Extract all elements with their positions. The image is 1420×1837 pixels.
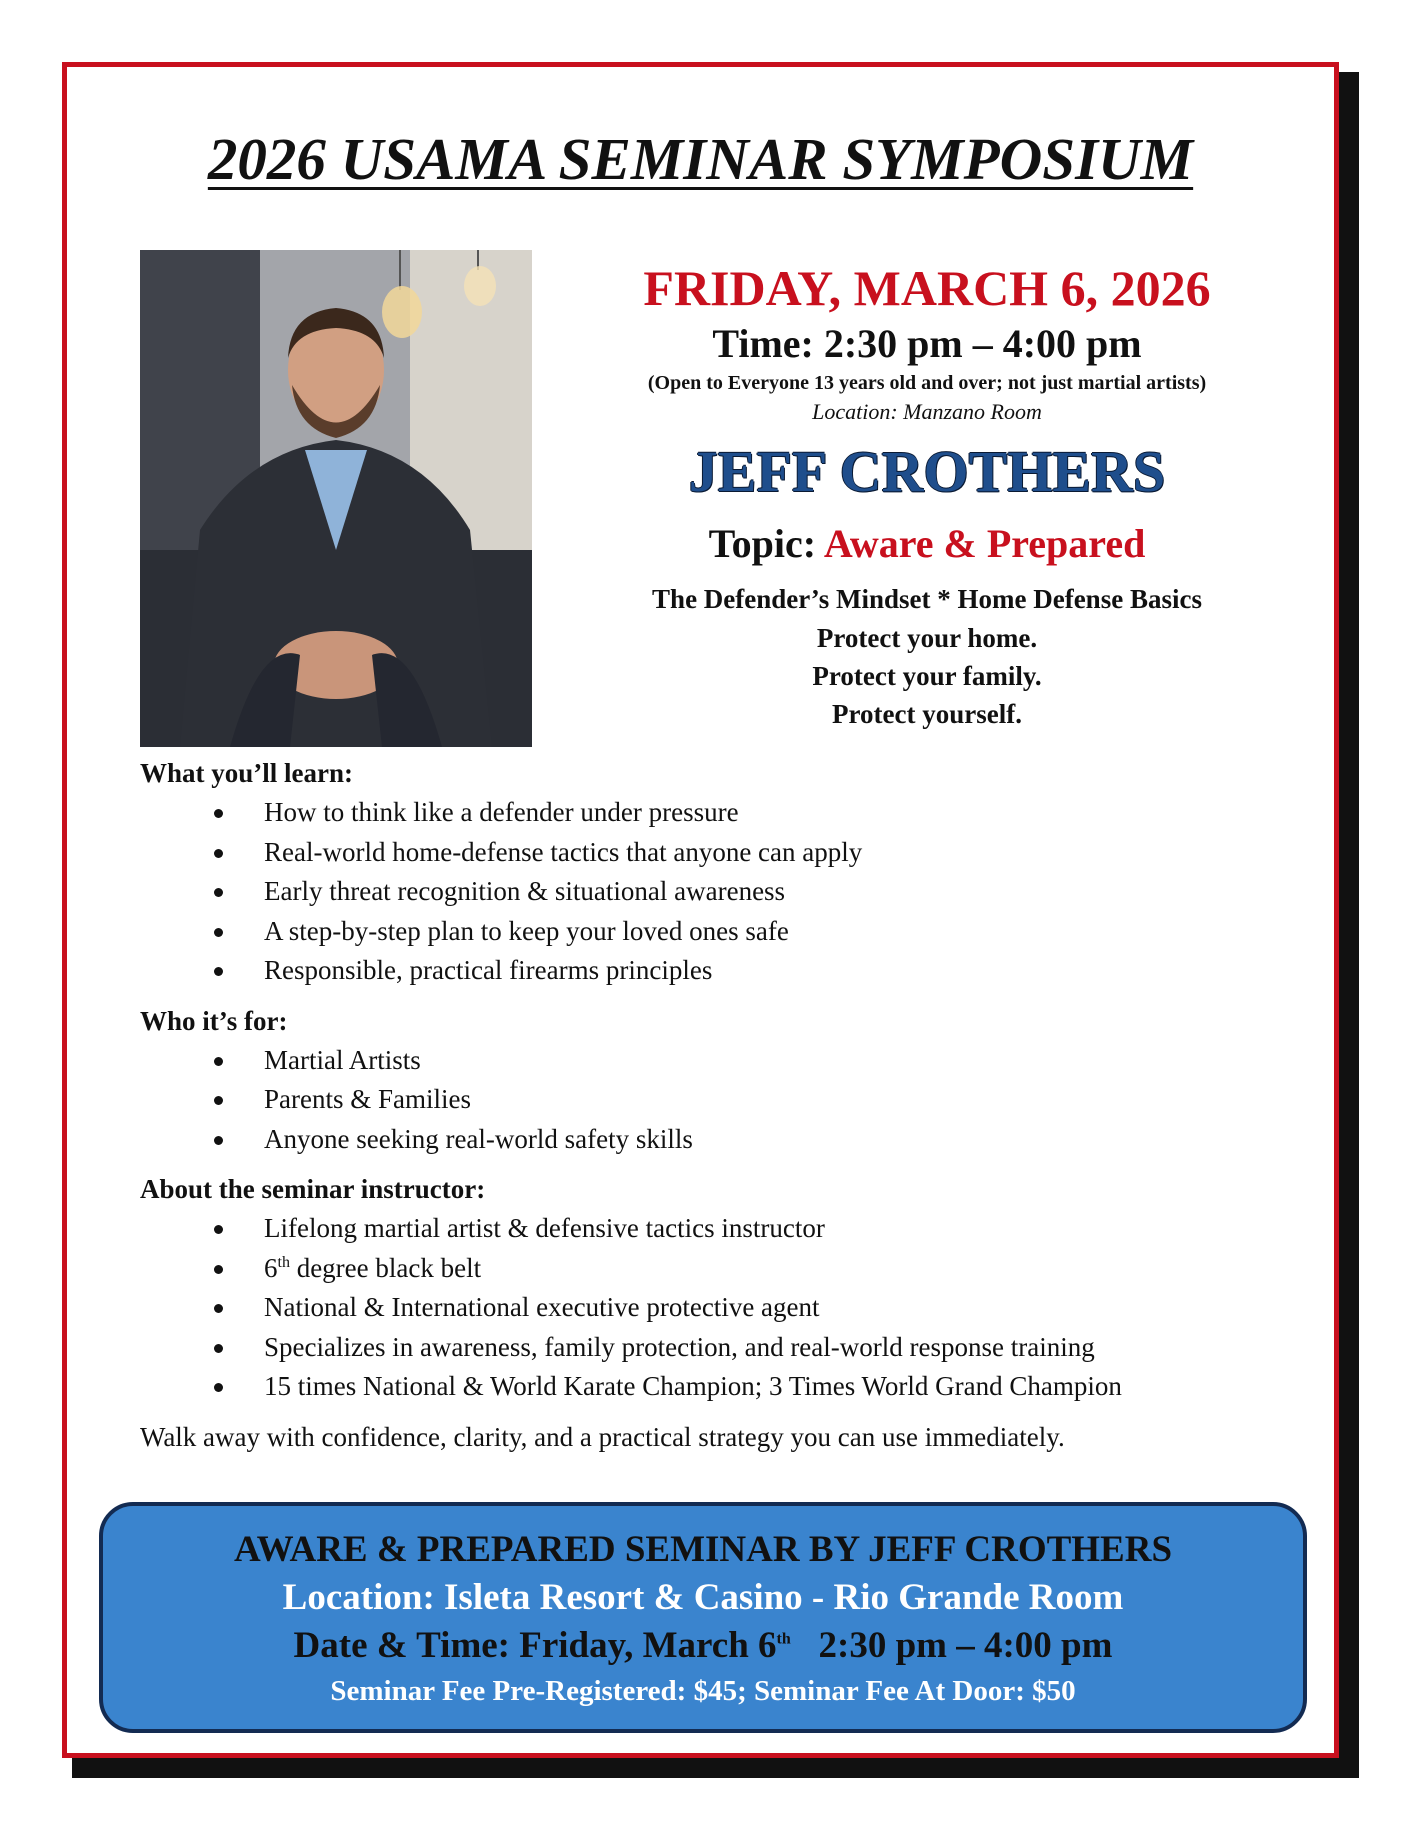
list-item-text: Anyone seeking real-world safety skills	[264, 1123, 693, 1154]
topic-label: Topic:	[708, 521, 817, 566]
bullet-icon	[214, 849, 223, 858]
bullet-icon	[214, 1225, 223, 1234]
list-item-text: Real-world home-defense tactics that anyone can apply	[264, 836, 863, 867]
topic-value: Aware & Prepared	[823, 521, 1146, 566]
list-item-text: Parents & Families	[264, 1084, 471, 1114]
speaker-name: JEFF CROTHERS	[688, 439, 1166, 504]
event-header	[532, 257, 1322, 733]
flyer	[62, 62, 1339, 1758]
bullet-icon	[214, 1096, 223, 1105]
audience-list	[140, 1041, 1300, 1160]
info-box-title: AWARE & PREPARED SEMINAR BY JEFF CROTHERS	[233, 1529, 1173, 1570]
list-item	[214, 793, 1300, 833]
bullet-icon	[214, 1383, 223, 1392]
degree-text: degree black belt	[289, 1252, 482, 1283]
info-box-fee: Seminar Fee Pre-Registered: $45; Seminar Fee At Door: $50	[330, 1675, 1076, 1707]
list-item-text: Responsible, practical firearms principles	[264, 955, 713, 985]
event-date: FRIDAY, MARCH 6, 2026	[643, 260, 1211, 316]
info-box-datetime	[103, 1622, 1303, 1670]
list-item-text: How to think like a defender under pressure	[264, 797, 739, 827]
degree-number: 6	[264, 1252, 278, 1283]
body-content	[140, 755, 1300, 1455]
list-item	[214, 1249, 1300, 1289]
instructor-heading: About the seminar instructor:	[140, 1174, 486, 1204]
list-item-text: National & International executive protective agent	[264, 1292, 820, 1322]
speaker-photo	[140, 250, 532, 747]
bullet-icon	[214, 967, 223, 976]
list-item-text: Martial Artists	[264, 1044, 421, 1075]
list-item	[214, 1209, 1300, 1249]
list-item	[214, 833, 1300, 873]
info-box-location: Location: Isleta Resort & Casino - Rio Grande Room	[282, 1577, 1124, 1618]
event-note: (Open to Everyone 13 years old and over; not just martial artists)	[647, 372, 1207, 394]
list-item-text: 15 times National & World Karate Champion; 3 Times World Grand Champion	[264, 1371, 1122, 1401]
datetime-time: 2:30 pm – 4:00 pm	[790, 1625, 1113, 1666]
audience-heading: Who it’s for:	[140, 1005, 288, 1036]
event-location: Location: Manzano Room	[812, 399, 1042, 424]
list-item-text: Specializes in awareness, family protection, and real-world response training	[264, 1331, 1095, 1362]
bullet-icon	[214, 1304, 223, 1313]
list-item-text: Lifelong martial artist & defensive tactics instructor	[264, 1213, 825, 1243]
bullet-icon	[214, 1265, 223, 1274]
list-item	[214, 872, 1300, 912]
datetime-prefix: Date & Time: Friday, March 6	[293, 1625, 777, 1666]
list-item	[214, 912, 1300, 952]
datetime-suffix-ordinal: th	[776, 1630, 791, 1648]
seminar-info-box	[99, 1502, 1307, 1733]
topic-line	[532, 515, 1322, 573]
list-item	[214, 1080, 1300, 1120]
speaker-portrait-image	[140, 250, 532, 747]
bullet-icon	[214, 928, 223, 937]
list-item	[214, 1367, 1300, 1407]
list-item-text: A step-by-step plan to keep your loved ones safe	[264, 915, 789, 946]
list-item	[214, 1328, 1300, 1368]
list-item	[214, 1041, 1300, 1081]
list-item	[214, 1288, 1300, 1328]
bullet-icon	[214, 1057, 223, 1066]
closing-statement: Walk away with confidence, clarity, and a practical strategy you can use immediately.	[140, 1421, 1065, 1452]
list-item	[214, 951, 1300, 991]
list-item-text: Early threat recognition & situational awareness	[264, 876, 786, 906]
subtopic: The Defender’s Mindset * Home Defense Basics	[652, 584, 1202, 614]
list-item	[214, 1120, 1300, 1160]
protect-line: Protect your home.	[816, 623, 1038, 653]
protect-line: Protect yourself.	[832, 699, 1022, 729]
bullet-icon	[214, 1136, 223, 1145]
bullet-icon	[214, 809, 223, 818]
event-time: Time: 2:30 pm – 4:00 pm	[712, 321, 1142, 366]
protect-line: Protect your family.	[812, 661, 1042, 691]
flyer-title: 2026 USAMA SEMINAR SYMPOSIUM	[207, 126, 1194, 192]
bullet-icon	[214, 888, 223, 897]
bullet-icon	[214, 1344, 223, 1353]
degree-suffix: th	[277, 1253, 290, 1271]
learn-heading: What you’ll learn:	[140, 758, 353, 788]
learn-list	[140, 793, 1300, 991]
instructor-list	[140, 1209, 1300, 1407]
